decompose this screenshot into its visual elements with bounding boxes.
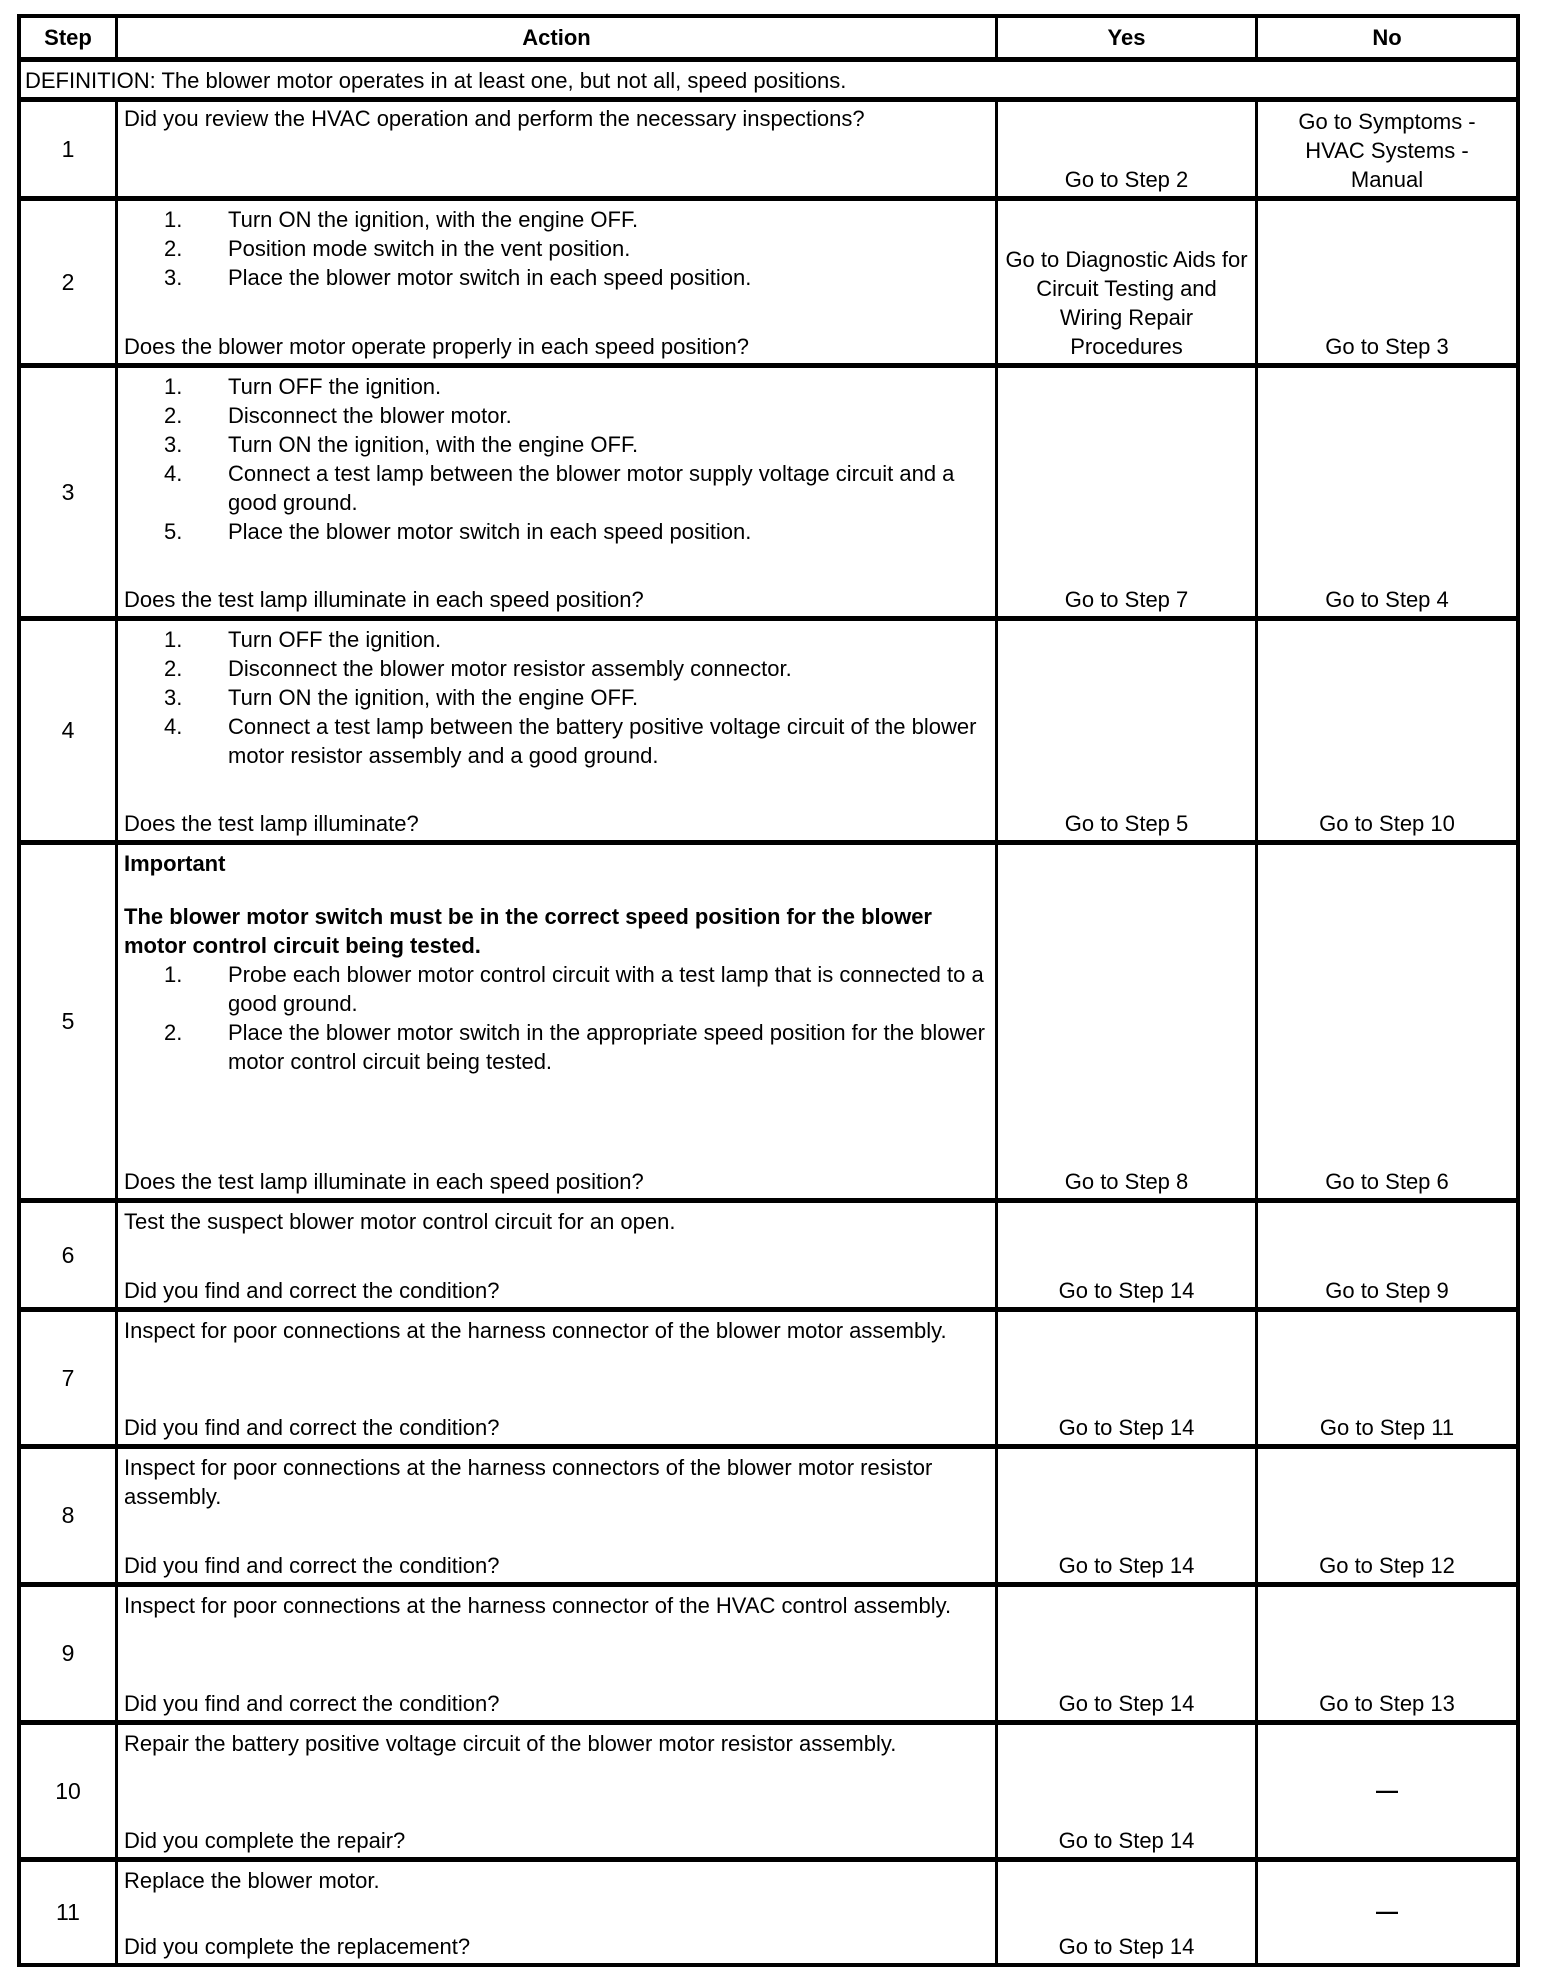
- header-no: No: [1372, 25, 1402, 50]
- yes-cell: [998, 1312, 1258, 1444]
- action-cell: [118, 1449, 998, 1582]
- yes-link[interactable]: Go to Step 14: [1058, 1828, 1195, 1853]
- no-link[interactable]: Go to Step 12: [1319, 1553, 1455, 1578]
- table-row: [21, 1444, 1516, 1582]
- table-row: [21, 196, 1516, 363]
- no-link[interactable]: Go to Step 3: [1325, 334, 1449, 359]
- step-number: 5: [21, 845, 118, 1198]
- no-cell: [1258, 845, 1516, 1198]
- yes-link[interactable]: Go to Step 14: [1058, 1934, 1195, 1959]
- important-note: The blower motor switch must be in the correct speed position for the blower motor control circuit being tested.: [124, 904, 932, 958]
- header-action: Action: [118, 18, 998, 57]
- yes-link[interactable]: Go to Step 14: [1058, 1278, 1195, 1303]
- no-link[interactable]: Go to Step 4: [1325, 587, 1449, 612]
- yes-cell: [998, 102, 1258, 196]
- action-cell: [118, 102, 998, 196]
- action-text: Inspect for poor connections at the harness connector of the HVAC control assembly.: [124, 1593, 952, 1618]
- step-number: 2: [21, 201, 118, 363]
- no-cell: [1258, 1862, 1516, 1963]
- yes-link[interactable]: Go to Step 7: [1064, 587, 1189, 612]
- yes-cell: [998, 201, 1258, 363]
- action-text: Inspect for poor connections at the harness connectors of the blower motor resistor assembly.: [124, 1455, 933, 1509]
- step-number: 1: [21, 102, 118, 196]
- no-link[interactable]: Go to Step 9: [1325, 1278, 1449, 1303]
- table-header-row: [21, 18, 1516, 57]
- table-row: [21, 840, 1516, 1198]
- no-cell: [1258, 621, 1516, 840]
- action-cell: [118, 1587, 998, 1720]
- question-text: Did you find and correct the condition?: [124, 1278, 500, 1303]
- step-number: 10: [21, 1725, 118, 1857]
- procedure-item: 3. Turn ON the ignition, with the engine OFF.: [164, 685, 639, 710]
- procedure-item: 2. Disconnect the blower motor resistor assembly connector.: [164, 656, 792, 681]
- action-cell: [118, 368, 998, 616]
- no-cell: [1258, 1203, 1516, 1307]
- table-row: [21, 1582, 1516, 1720]
- not-applicable-dash: —: [1376, 1777, 1398, 1803]
- header-yes: Yes: [998, 18, 1258, 57]
- step-number: 3: [21, 368, 118, 616]
- procedure-item: 1. Turn OFF the ignition.: [164, 374, 442, 399]
- yes-link[interactable]: Go to Step 14: [1058, 1691, 1195, 1716]
- procedure-item: 4. Connect a test lamp between the blower motor supply voltage circuit and a good ground.: [164, 461, 955, 515]
- no-cell: [1258, 1312, 1516, 1444]
- procedure-list: [124, 372, 989, 546]
- table-row: [21, 1198, 1516, 1307]
- question-text: Does the blower motor operate properly in each speed position?: [124, 334, 749, 359]
- step-number: 11: [21, 1862, 118, 1963]
- action-cell: [118, 1203, 998, 1307]
- yes-link[interactable]: Go to Step 14: [1058, 1553, 1195, 1578]
- question-text: Did you find and correct the condition?: [124, 1415, 500, 1440]
- definition-row: [21, 57, 1516, 97]
- important-label: Important: [124, 851, 226, 876]
- header-step: Step: [21, 18, 118, 57]
- table-row: [21, 1857, 1516, 1963]
- question-text: Does the test lamp illuminate in each speed position?: [124, 1169, 644, 1194]
- yes-link[interactable]: Go to Step 2: [1064, 167, 1189, 192]
- action-cell: [118, 1312, 998, 1444]
- no-cell: [1258, 368, 1516, 616]
- yes-cell: [998, 1449, 1258, 1582]
- yes-link[interactable]: Go to Step 8: [1064, 1169, 1189, 1194]
- no-cell: [1258, 201, 1516, 363]
- step-number: 4: [21, 621, 118, 840]
- question-text: Does the test lamp illuminate?: [124, 811, 419, 836]
- not-applicable-dash: —: [1376, 1899, 1398, 1924]
- question-text: Did you complete the repair?: [124, 1828, 406, 1853]
- procedure-item: 2. Place the blower motor switch in the appropriate speed position for the blower motor control circuit being tested.: [164, 1020, 985, 1074]
- procedure-item: 1. Probe each blower motor control circuit with a test lamp that is connected to a good ground.: [164, 962, 984, 1016]
- action-cell: [118, 1725, 998, 1857]
- definition-text: DEFINITION: The blower motor operates in at least one, but not all, speed positions.: [25, 68, 847, 93]
- diagnostic-table: [17, 14, 1520, 1967]
- procedure-item: 1. Turn OFF the ignition.: [164, 627, 442, 652]
- question-text: Did you find and correct the condition?: [124, 1553, 500, 1578]
- question-text: Does the test lamp illuminate in each speed position?: [124, 587, 644, 612]
- procedure-item: 3. Turn ON the ignition, with the engine OFF.: [164, 432, 639, 457]
- step-number: 8: [21, 1449, 118, 1582]
- yes-cell: [998, 621, 1258, 840]
- action-text: Inspect for poor connections at the harness connector of the blower motor assembly.: [124, 1318, 947, 1343]
- yes-cell: [998, 1862, 1258, 1963]
- table-row: [21, 1307, 1516, 1444]
- no-cell: [1258, 1449, 1516, 1582]
- action-cell: [118, 1862, 998, 1963]
- no-cell: [1258, 1725, 1516, 1857]
- procedure-item: 2. Position mode switch in the vent position.: [164, 236, 631, 261]
- step-number: 6: [21, 1203, 118, 1307]
- no-link[interactable]: Go to Symptoms - HVAC Systems - Manual: [1298, 109, 1476, 192]
- question-text: Did you find and correct the condition?: [124, 1691, 500, 1716]
- question-text: Did you complete the replacement?: [124, 1934, 471, 1959]
- no-link[interactable]: Go to Step 10: [1319, 811, 1455, 836]
- action-text: Repair the battery positive voltage circuit of the blower motor resistor assembly.: [124, 1731, 897, 1756]
- no-link[interactable]: Go to Step 6: [1325, 1169, 1449, 1194]
- yes-cell: [998, 1203, 1258, 1307]
- no-link[interactable]: Go to Step 13: [1319, 1691, 1455, 1716]
- procedure-list: [124, 625, 989, 770]
- action-text: Did you review the HVAC operation and perform the necessary inspections?: [124, 106, 865, 131]
- yes-cell: [998, 368, 1258, 616]
- yes-link[interactable]: Go to Step 14: [1058, 1415, 1195, 1440]
- table-row: [21, 97, 1516, 196]
- action-text: Test the suspect blower motor control circuit for an open.: [124, 1209, 676, 1234]
- step-number: 9: [21, 1587, 118, 1720]
- table-row: [21, 363, 1516, 616]
- yes-cell: [998, 1587, 1258, 1720]
- table-row: [21, 1720, 1516, 1857]
- yes-link[interactable]: Go to Diagnostic Aids for Circuit Testing and Wiring Repair Procedures: [1005, 247, 1248, 359]
- action-text: Replace the blower motor.: [124, 1868, 380, 1893]
- procedure-item: 2. Disconnect the blower motor.: [164, 403, 512, 428]
- no-cell: [1258, 102, 1516, 196]
- action-cell: [118, 845, 998, 1198]
- yes-link[interactable]: Go to Step 5: [1064, 811, 1189, 836]
- no-link[interactable]: Go to Step 11: [1319, 1415, 1455, 1440]
- action-cell: [118, 201, 998, 363]
- procedure-item: 1. Turn ON the ignition, with the engine OFF.: [164, 207, 639, 232]
- procedure-list: [124, 205, 989, 292]
- step-number: 7: [21, 1312, 118, 1444]
- no-cell: [1258, 1587, 1516, 1720]
- yes-cell: [998, 845, 1258, 1198]
- table-row: [21, 616, 1516, 840]
- procedure-list: [124, 960, 989, 1076]
- yes-cell: [998, 1725, 1258, 1857]
- procedure-item: 4. Connect a test lamp between the battery positive voltage circuit of the blower motor resistor assembly and a good ground.: [164, 714, 977, 768]
- procedure-item: 3. Place the blower motor switch in each speed position.: [164, 265, 752, 290]
- action-cell: [118, 621, 998, 840]
- procedure-item: 5. Place the blower motor switch in each speed position.: [164, 519, 752, 544]
